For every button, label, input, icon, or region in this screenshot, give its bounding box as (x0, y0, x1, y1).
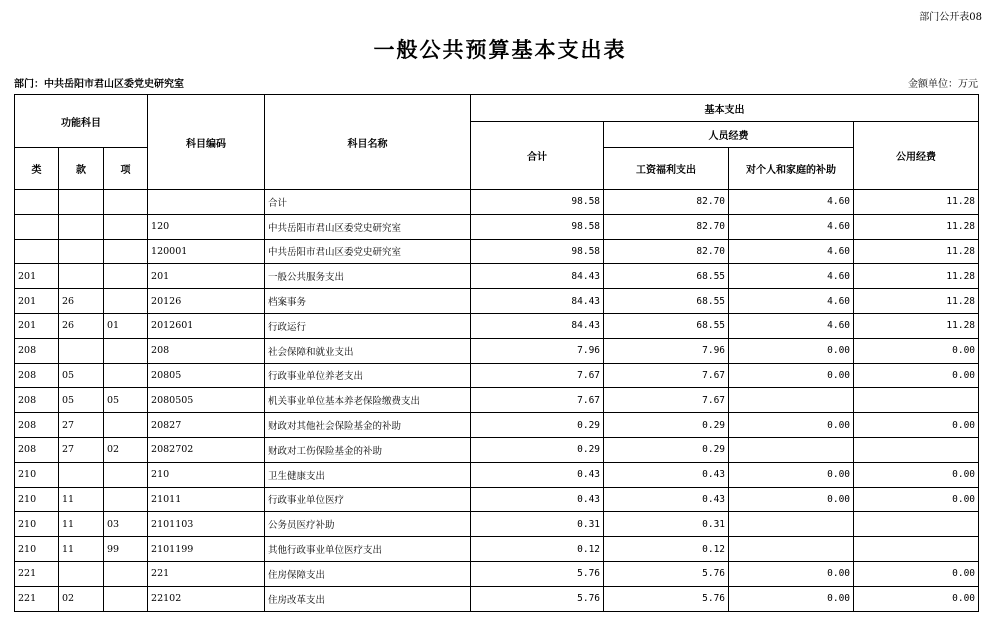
cell-kuan (59, 239, 104, 264)
cell-code: 2012601 (148, 313, 265, 338)
cell-subsidy (729, 388, 854, 413)
cell-public: 11.28 (854, 239, 979, 264)
cell-kuan: 11 (59, 512, 104, 537)
cell-xiang (104, 239, 148, 264)
cell-kuan: 11 (59, 487, 104, 512)
cell-xiang (104, 338, 148, 363)
cell-subsidy: 4.60 (729, 313, 854, 338)
cell-salary: 0.29 (604, 437, 729, 462)
cell-code: 20827 (148, 413, 265, 438)
cell-lei (15, 214, 59, 239)
cell-total: 98.58 (471, 239, 604, 264)
cell-total: 84.43 (471, 264, 604, 289)
cell-salary: 0.31 (604, 512, 729, 537)
cell-public (854, 512, 979, 537)
cell-total: 84.43 (471, 289, 604, 314)
cell-name: 财政对其他社会保险基金的补助 (265, 413, 471, 438)
cell-name: 卫生健康支出 (265, 462, 471, 487)
cell-subsidy: 0.00 (729, 487, 854, 512)
cell-code: 208 (148, 338, 265, 363)
cell-salary: 5.76 (604, 561, 729, 586)
cell-lei: 210 (15, 487, 59, 512)
cell-name: 档案事务 (265, 289, 471, 314)
cell-kuan: 05 (59, 363, 104, 388)
cell-code: 22102 (148, 586, 265, 611)
cell-total: 0.12 (471, 537, 604, 562)
cell-kuan (59, 338, 104, 363)
header-xiang: 项 (104, 148, 148, 190)
header-subject-name: 科目名称 (265, 95, 471, 190)
cell-subsidy (729, 512, 854, 537)
cell-kuan: 02 (59, 586, 104, 611)
cell-kuan (59, 190, 104, 215)
cell-total: 7.96 (471, 338, 604, 363)
cell-kuan: 05 (59, 388, 104, 413)
cell-kuan: 27 (59, 413, 104, 438)
cell-xiang (104, 289, 148, 314)
cell-name: 中共岳阳市君山区委党史研究室 (265, 214, 471, 239)
cell-salary: 68.55 (604, 264, 729, 289)
cell-name: 其他行政事业单位医疗支出 (265, 537, 471, 562)
table-row (15, 512, 979, 537)
cell-xiang (104, 561, 148, 586)
form-number: 部门公开表08 (919, 12, 982, 23)
cell-name: 行政事业单位养老支出 (265, 363, 471, 388)
cell-public (854, 537, 979, 562)
cell-name: 机关事业单位基本养老保险缴费支出 (265, 388, 471, 413)
header-subsidy: 对个人和家庭的补助 (729, 148, 854, 190)
cell-xiang (104, 214, 148, 239)
table-row (15, 462, 979, 487)
cell-salary: 82.70 (604, 239, 729, 264)
cell-public: 0.00 (854, 363, 979, 388)
header-public-expense: 公用经费 (854, 122, 979, 190)
cell-name: 社会保障和就业支出 (265, 338, 471, 363)
page-title: 一般公共预算基本支出表 (373, 38, 627, 62)
cell-code: 201 (148, 264, 265, 289)
cell-name: 行政事业单位医疗 (265, 487, 471, 512)
cell-lei (15, 239, 59, 264)
cell-code: 2101199 (148, 537, 265, 562)
cell-code: 120001 (148, 239, 265, 264)
cell-kuan (59, 561, 104, 586)
cell-salary: 0.29 (604, 413, 729, 438)
table-row (15, 289, 979, 314)
cell-lei: 208 (15, 413, 59, 438)
cell-code (148, 190, 265, 215)
cell-name: 财政对工伤保险基金的补助 (265, 437, 471, 462)
cell-subsidy: 4.60 (729, 289, 854, 314)
cell-salary: 68.55 (604, 289, 729, 314)
cell-salary: 7.96 (604, 338, 729, 363)
cell-code: 20126 (148, 289, 265, 314)
cell-lei: 201 (15, 313, 59, 338)
cell-code: 21011 (148, 487, 265, 512)
cell-name: 中共岳阳市君山区委党史研究室 (265, 239, 471, 264)
table-row (15, 388, 979, 413)
cell-subsidy (729, 537, 854, 562)
cell-subsidy: 0.00 (729, 462, 854, 487)
cell-total: 5.76 (471, 561, 604, 586)
cell-xiang: 03 (104, 512, 148, 537)
cell-xiang: 99 (104, 537, 148, 562)
cell-lei (15, 190, 59, 215)
cell-salary: 0.43 (604, 487, 729, 512)
cell-kuan: 27 (59, 437, 104, 462)
cell-total: 84.43 (471, 313, 604, 338)
cell-subsidy: 4.60 (729, 239, 854, 264)
cell-salary: 68.55 (604, 313, 729, 338)
cell-code: 20805 (148, 363, 265, 388)
cell-xiang (104, 586, 148, 611)
cell-salary: 0.43 (604, 462, 729, 487)
cell-name: 一般公共服务支出 (265, 264, 471, 289)
cell-xiang: 05 (104, 388, 148, 413)
cell-total: 98.58 (471, 214, 604, 239)
table-row (15, 338, 979, 363)
cell-xiang (104, 190, 148, 215)
cell-name: 住房保障支出 (265, 561, 471, 586)
cell-kuan (59, 214, 104, 239)
cell-name: 公务员医疗补助 (265, 512, 471, 537)
cell-name: 合计 (265, 190, 471, 215)
header-personnel: 人员经费 (604, 122, 854, 148)
budget-table (14, 94, 979, 612)
cell-subsidy: 4.60 (729, 214, 854, 239)
cell-salary: 82.70 (604, 214, 729, 239)
cell-name: 住房改革支出 (265, 586, 471, 611)
cell-code: 2101103 (148, 512, 265, 537)
cell-lei: 201 (15, 289, 59, 314)
cell-total: 0.31 (471, 512, 604, 537)
table-row (15, 264, 979, 289)
header-salary: 工资福利支出 (604, 148, 729, 190)
table-row (15, 586, 979, 611)
header-total: 合计 (471, 122, 604, 190)
header-kuan: 款 (59, 148, 104, 190)
cell-code: 2080505 (148, 388, 265, 413)
cell-xiang: 02 (104, 437, 148, 462)
header-subject-code: 科目编码 (148, 95, 265, 190)
cell-total: 0.43 (471, 462, 604, 487)
cell-lei: 201 (15, 264, 59, 289)
cell-salary: 7.67 (604, 388, 729, 413)
cell-subsidy: 0.00 (729, 338, 854, 363)
header-lei: 类 (15, 148, 59, 190)
cell-kuan (59, 264, 104, 289)
cell-total: 5.76 (471, 586, 604, 611)
cell-subsidy: 4.60 (729, 264, 854, 289)
cell-salary: 5.76 (604, 586, 729, 611)
cell-xiang (104, 462, 148, 487)
cell-subsidy: 0.00 (729, 561, 854, 586)
cell-lei: 208 (15, 363, 59, 388)
cell-total: 0.43 (471, 487, 604, 512)
cell-total: 0.29 (471, 413, 604, 438)
cell-lei: 208 (15, 388, 59, 413)
cell-code: 2082702 (148, 437, 265, 462)
cell-salary: 7.67 (604, 363, 729, 388)
cell-public: 0.00 (854, 338, 979, 363)
table-row (15, 413, 979, 438)
cell-public: 11.28 (854, 214, 979, 239)
cell-subsidy: 0.00 (729, 363, 854, 388)
cell-lei: 208 (15, 437, 59, 462)
cell-kuan (59, 462, 104, 487)
cell-public: 0.00 (854, 462, 979, 487)
cell-kuan: 26 (59, 289, 104, 314)
table-row (15, 214, 979, 239)
department-label: 部门：中共岳阳市君山区委党史研究室 (14, 79, 184, 90)
cell-subsidy: 4.60 (729, 190, 854, 215)
cell-public: 0.00 (854, 561, 979, 586)
cell-lei: 210 (15, 512, 59, 537)
cell-name: 行政运行 (265, 313, 471, 338)
table-row (15, 190, 979, 215)
cell-public (854, 437, 979, 462)
cell-public: 11.28 (854, 313, 979, 338)
table-row (15, 363, 979, 388)
cell-public: 0.00 (854, 586, 979, 611)
cell-subsidy: 0.00 (729, 413, 854, 438)
cell-public: 11.28 (854, 190, 979, 215)
cell-subsidy: 0.00 (729, 586, 854, 611)
cell-xiang: 01 (104, 313, 148, 338)
cell-xiang (104, 413, 148, 438)
cell-public: 0.00 (854, 487, 979, 512)
cell-total: 7.67 (471, 363, 604, 388)
cell-subsidy (729, 437, 854, 462)
cell-lei: 210 (15, 537, 59, 562)
header-basic-expense: 基本支出 (471, 95, 979, 122)
header-func-subject: 功能科目 (15, 95, 148, 148)
cell-xiang (104, 487, 148, 512)
cell-code: 210 (148, 462, 265, 487)
cell-lei: 210 (15, 462, 59, 487)
cell-code: 221 (148, 561, 265, 586)
cell-lei: 221 (15, 586, 59, 611)
cell-total: 0.29 (471, 437, 604, 462)
cell-kuan: 26 (59, 313, 104, 338)
cell-xiang (104, 264, 148, 289)
table-row (15, 313, 979, 338)
cell-lei: 208 (15, 338, 59, 363)
cell-public (854, 388, 979, 413)
cell-public: 11.28 (854, 264, 979, 289)
table-row (15, 239, 979, 264)
cell-total: 98.58 (471, 190, 604, 215)
cell-kuan: 11 (59, 537, 104, 562)
amount-unit-label: 金额单位：万元 (908, 79, 978, 90)
cell-xiang (104, 363, 148, 388)
cell-code: 120 (148, 214, 265, 239)
cell-total: 7.67 (471, 388, 604, 413)
table-row (15, 437, 979, 462)
cell-salary: 82.70 (604, 190, 729, 215)
budget-table-body (15, 190, 979, 612)
table-row (15, 537, 979, 562)
cell-public: 0.00 (854, 413, 979, 438)
cell-public: 11.28 (854, 289, 979, 314)
table-row (15, 561, 979, 586)
cell-salary: 0.12 (604, 537, 729, 562)
table-row (15, 487, 979, 512)
cell-lei: 221 (15, 561, 59, 586)
